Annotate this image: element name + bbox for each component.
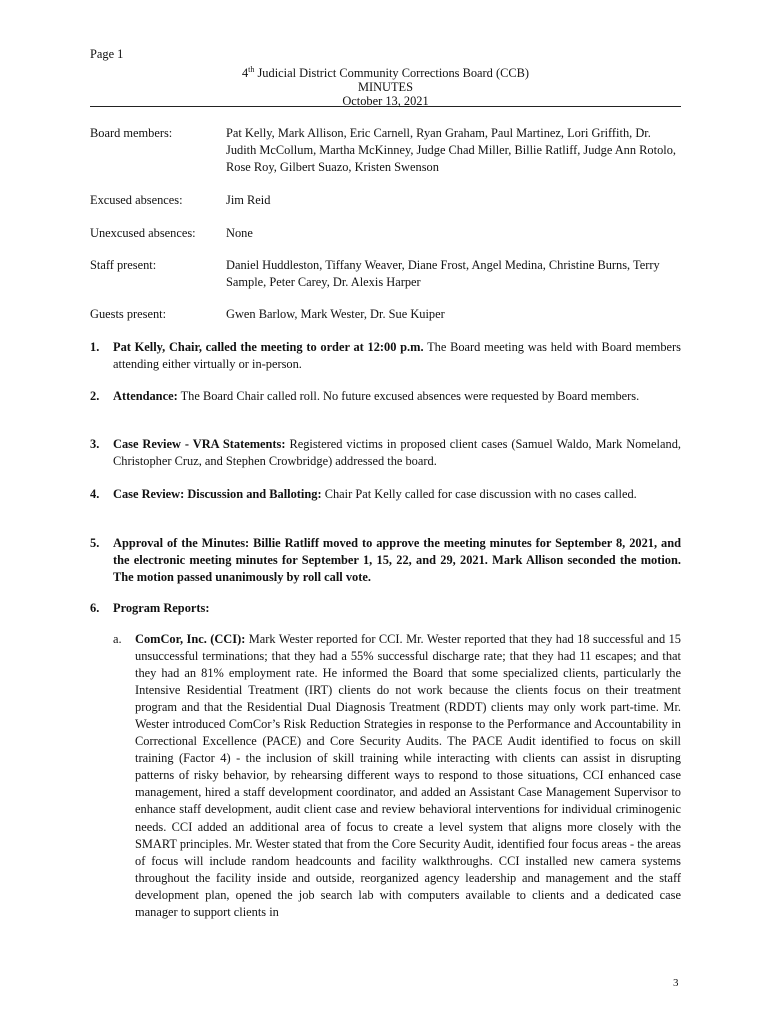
header-date: October 13, 2021 xyxy=(342,94,429,109)
unexcused-absences-label: Unexcused absences: xyxy=(90,226,196,240)
subitem-heading: ComCor, Inc. (CCI): xyxy=(135,632,246,646)
board-members-value: Pat Kelly, Mark Allison, Eric Carnell, Ryan Graham, Paul Martinez, Lori Griffith, Dr. Judith McCollum, Martha McKinney, Judge Chad Miller, Billie Ratliff, Judge Ann Rotolo, Rose Roy, Gilbert Suazo, Kristen Swenson xyxy=(226,126,677,174)
agenda-item-approval-of-minutes xyxy=(90,535,681,586)
board-members-label: Board members: xyxy=(90,126,173,140)
header-minutes: MINUTES xyxy=(357,80,414,95)
item-number: 3. xyxy=(90,437,100,451)
subitem-text: Mark Wester reported for CCI. Mr. Wester reported that they had 18 successful and 15 unsuccessful terminations; that they had a 55% successful discharge rate; that they had 11 escapes; and that they had an 81% employment rate. He informed the Board that some specialized clients, particularly the Intensive Residential Treatment (IRT) clients do not work because the clients focus on their treatment program and that the Residential Dual Diagnosis Treatment (RDDT) clients may only work part-time. Mr. Wester introduced ComCor’s Risk Reduction Strategies in response to the Performance and Accountability in Correctional Excellence (PACE) and Core Security Audits. The PACE Audit identified to focus on skill training (Factor 4) - the inclusion of skill training while interacting with clients can assist in disrupting patterns of risky behavior, by rehearsing different ways to respond to those situations, CCI enhanced case management, hired a staff development coordinator, and added an Assistant Case Management Supervisor to enhance staff development, audit client case and review behavioral interventions for individual criminogenic needs. CCI added an additional area of focus to create a level system that aligns more closely with the SMART principles. Mr. Wester stated that from the Core Security Audit, identified four focus areas - the areas of focus will include random headcounts and facility walkthroughs. CCI installed new camera systems throughout the facility inside and outside, reorganized agency leadership and management and the staff development plan, opened the job search lab with computers available to clients and a dedicated case manager to support clients in xyxy=(135,632,681,919)
item-number: 6. xyxy=(90,601,100,615)
guests-present-label: Guests present: xyxy=(90,307,167,321)
document-header xyxy=(90,63,681,108)
staff-present-label: Staff present: xyxy=(90,258,157,272)
item-heading: Attendance: xyxy=(113,389,178,403)
item-text: The Board Chair called roll. No future excused absences were requested by Board members. xyxy=(177,389,640,403)
item-number: 4. xyxy=(90,487,100,501)
item-text: The Board meeting was held with Board members attending either virtually or in-person. xyxy=(113,340,681,371)
item-heading: Pat Kelly, Chair, called the meeting to order at 12:00 p.m. xyxy=(113,340,424,354)
header-ordinal: 4 xyxy=(241,66,249,81)
item-heading: Program Reports: xyxy=(113,601,210,615)
agenda-item-vra-statements xyxy=(90,436,681,470)
guests-present-value: Gwen Barlow, Mark Wester, Dr. Sue Kuiper xyxy=(226,307,445,321)
staff-present-value: Daniel Huddleston, Tiffany Weaver, Diane Frost, Angel Medina, Christine Burns, Terry Sample, Peter Carey, Dr. Alexis Harper xyxy=(226,258,660,289)
excused-absences-label: Excused absences: xyxy=(90,193,183,207)
item-number: 2. xyxy=(90,389,100,403)
subitem-letter: a. xyxy=(113,632,122,646)
item-heading: Case Review: Discussion and Balloting: xyxy=(113,487,322,501)
page-label: Page 1 xyxy=(90,47,124,61)
agenda-item-case-review xyxy=(90,486,681,503)
agenda-item-call-to-order xyxy=(90,339,681,373)
agenda-item-attendance xyxy=(90,388,681,405)
header-ordinal-suffix: th xyxy=(248,65,255,74)
agenda-item-program-reports xyxy=(90,600,681,617)
item-heading: Case Review - VRA Statements: xyxy=(113,437,286,451)
item-text: Chair Pat Kelly called for case discussion with no cases called. xyxy=(321,487,637,501)
excused-absences-value: Jim Reid xyxy=(226,193,271,207)
header-title xyxy=(90,63,681,80)
item-number: 5. xyxy=(90,536,100,550)
item-number: 1. xyxy=(90,340,100,354)
header-board-name: Judicial District Community Corrections Board (CCB) xyxy=(254,66,530,81)
unexcused-absences-value: None xyxy=(226,226,253,240)
item-text: Registered victims in proposed client cases (Samuel Waldo, Mark Nomeland, Christopher Cruz, and Stephen Crowbridge) addressed the board. xyxy=(113,437,681,468)
page-number: 3 xyxy=(673,977,679,989)
program-report-comcor xyxy=(113,631,681,921)
header-divider xyxy=(90,106,681,107)
item-heading: Approval of the Minutes: Billie Ratliff moved to approve the meeting minutes for September 8, 2021, and the electronic meeting minutes for September 1, 15, 22, and 29, 2021. Mark Allison seconded the motion. The motion passed unanimously by roll call vote. xyxy=(113,536,681,584)
